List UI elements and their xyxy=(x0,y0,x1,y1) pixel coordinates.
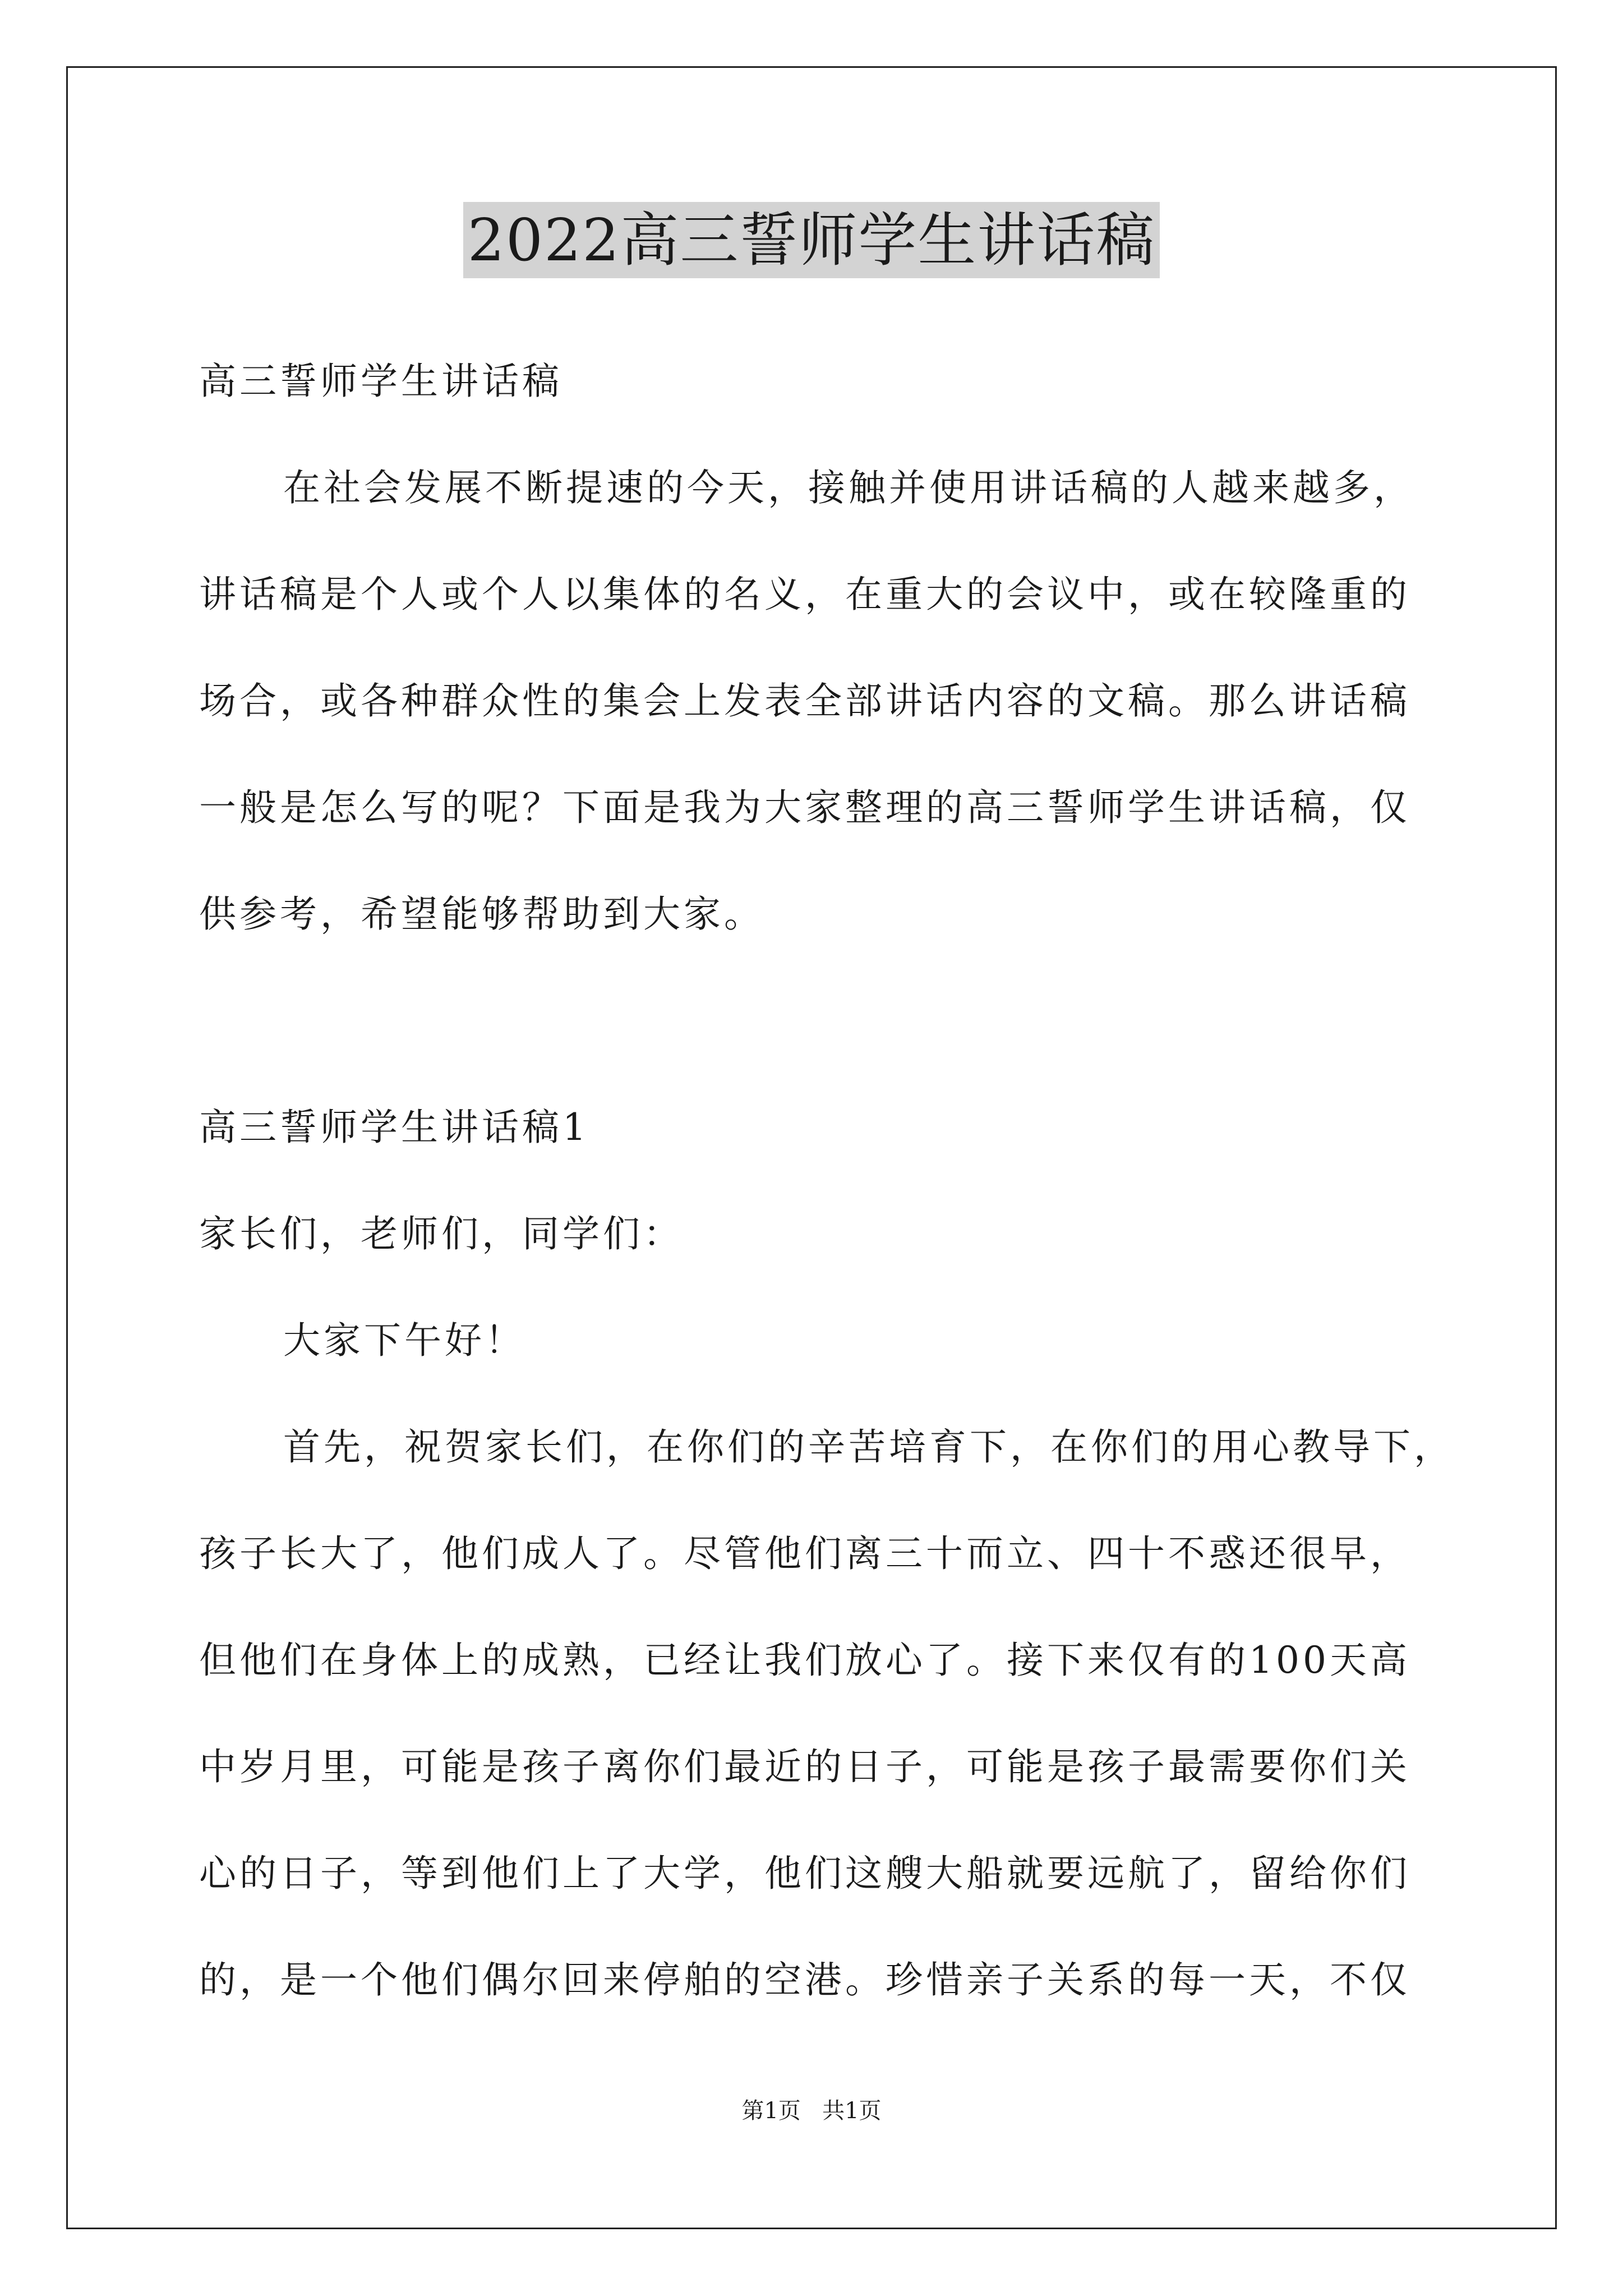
body-line-5: 心的日子，等到他们上了大学，他们这艘大船就要远航了，留给你们 xyxy=(199,1852,1410,1895)
page-footer xyxy=(0,2097,1623,2125)
document-title: 2022高三誓师学生讲话稿 xyxy=(463,202,1160,278)
page-total: 共1页 xyxy=(822,2098,882,2124)
section-heading: 高三誓师学生讲话稿1 xyxy=(199,1106,589,1149)
intro-line-4: 一般是怎么写的呢？下面是我为大家整理的高三誓师学生讲话稿，仅 xyxy=(199,786,1410,829)
body-line-6: 的，是一个他们偶尔回来停舶的空港。珍惜亲子关系的每一天，不仅 xyxy=(199,1958,1410,2001)
intro-line-2: 讲话稿是个人或个人以集体的名义，在重大的会议中，或在较隆重的 xyxy=(199,573,1410,616)
greeting: 大家下午好！ xyxy=(283,1319,525,1362)
intro-line-5: 供参考，希望能够帮助到大家。 xyxy=(199,892,764,936)
document-subtitle: 高三誓师学生讲话稿 xyxy=(199,360,562,403)
title-container xyxy=(0,202,1623,278)
intro-line-3: 场合，或各种群众性的集会上发表全部讲话内容的文稿。那么讲话稿 xyxy=(199,679,1410,723)
salutation: 家长们，老师们，同学们： xyxy=(199,1212,684,1255)
intro-line-1: 在社会发展不断提速的今天，接触并使用讲话稿的人越来越多， xyxy=(283,466,1414,509)
body-line-4: 中岁月里，可能是孩子离你们最近的日子，可能是孩子最需要你们关 xyxy=(199,1745,1410,1788)
body-line-2: 孩子长大了，他们成人了。尽管他们离三十而立、四十不惑还很早， xyxy=(199,1532,1410,1575)
body-line-3: 但他们在身体上的成熟，已经让我们放心了。接下来仅有的100天高 xyxy=(199,1639,1410,1682)
page-number: 第1页 xyxy=(741,2098,801,2124)
body-line-1: 首先，祝贺家长们，在你们的辛苦培育下，在你们的用心教导下， xyxy=(283,1425,1454,1469)
